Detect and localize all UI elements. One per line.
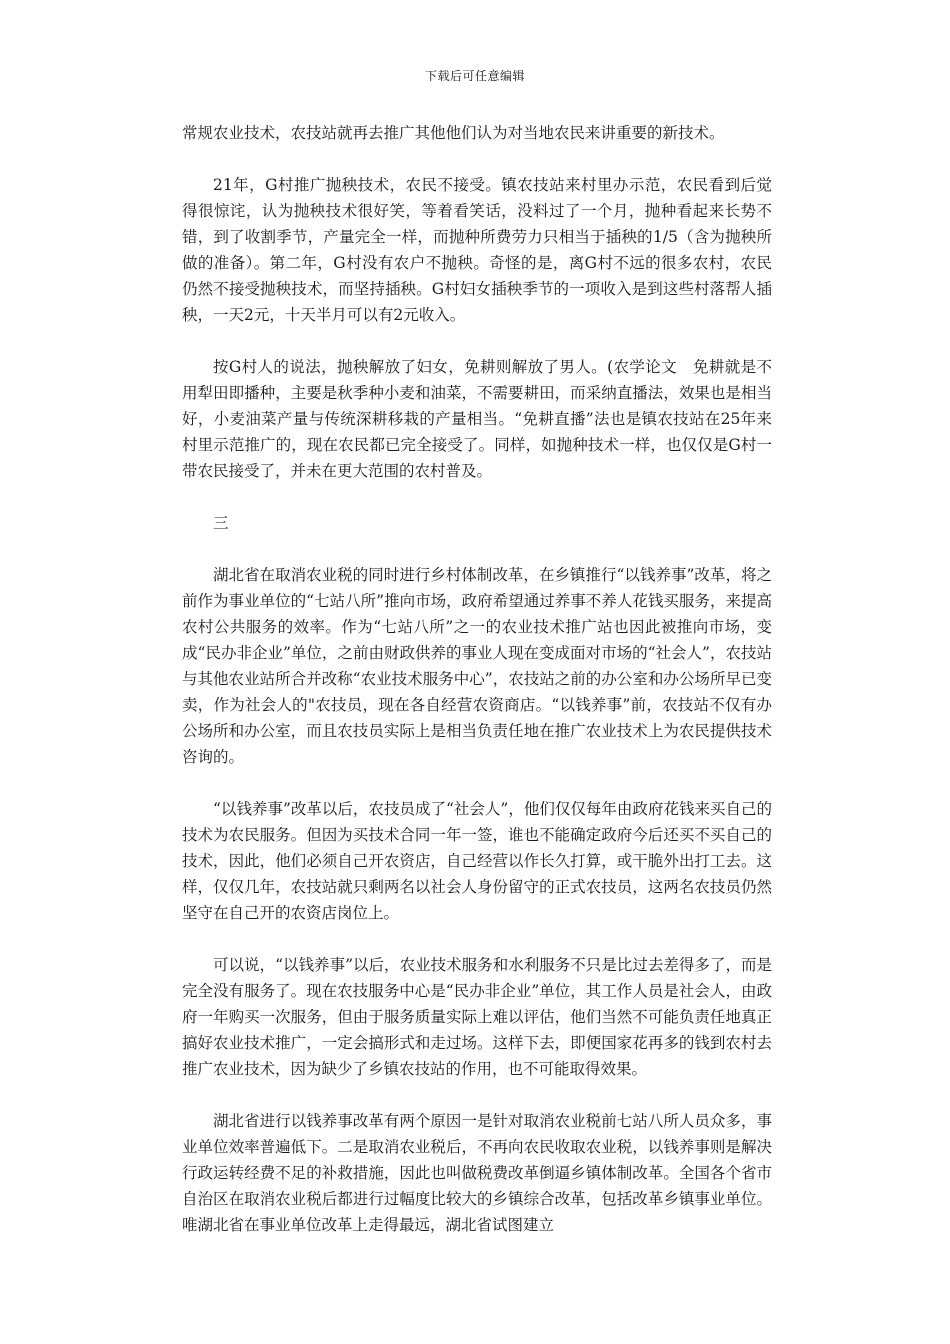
article-body	[182, 120, 772, 1264]
paragraph: 湖北省在取消农业税的同时进行乡村体制改革，在乡镇推行“以钱养事”改革，将之前作为事业单位的“七站八所”推向市场，政府希望通过养事不养人花钱买服务，来提高农村公共服务的效率。作为“七站八所”之一的农业技术推广站也因此被推向市场，变成“民办非企业”单位，之前由财政供养的事业人现在变成面对市场的“社会人”，农技站与其他农业站所合并改称“农业技术服务中心”，农技站之前的办公室和办公场所早已变卖，作为社会人的"农技员，现在各自经营农资商店。“以钱养事”前，农技站不仅有办公场所和办公室，而且农技员实际上是相当负责任地在推广农业技术上为农民提供技术咨询的。	[182, 566, 772, 766]
paragraph: 按G村人的说法，抛秧解放了妇女，免耕则解放了男人。(农学论文 免耕就是不用犁田即播种，主要是秋季种小麦和油菜，不需要耕田，而采纳直播法，效果也是相当好，小麦油菜产量与传统深耕移栽的产量相当。“免耕直播”法也是镇农技站在25年来村里示范推广的，现在农民都已完全接受了。同样，如抛种技术一样，也仅仅是G村一带农民接受了，并未在更大范围的农村普及。	[182, 358, 772, 480]
section-heading: 三	[213, 514, 229, 532]
paragraph-continuation: 常规农业技术，农技站就再去推广其他他们认为对当地农民来讲重要的新技术。	[182, 124, 725, 142]
paragraph: 可以说，“以钱养事”以后，农业技术服务和水利服务不只是比过去差得多了，而是完全没有服务了。现在农技服务中心是“民办非企业”单位，其工作人员是社会人，由政府一年购买一次服务，但由于服务质量实际上难以评估，他们当然不可能负责任地真正搞好农业技术推广，一定会搞形式和走过场。这样下去，即便国家花再多的钱到农村去推广农业技术，因为缺少了乡镇农技站的作用，也不可能取得效果。	[182, 956, 772, 1078]
page-header: 下载后可任意编辑	[424, 69, 525, 83]
paragraph: 湖北省进行以钱养事改革有两个原因一是针对取消农业税前七站八所人员众多，事业单位效率普遍低下。二是取消农业税后，不再向农民收取农业税，以钱养事则是解决行政运转经费不足的补救措施，因此也叫做税费改革倒逼乡镇体制改革。全国各个省市自治区在取消农业税后都进行过幅度比较大的乡镇综合改革，包括改革乡镇事业单位。唯湖北省在事业单位改革上走得最远，湖北省试图建立	[182, 1112, 772, 1234]
paragraph: “以钱养事”改革以后，农技员成了“社会人”，他们仅仅每年由政府花钱来买自己的技术为农民服务。但因为买技术合同一年一签，谁也不能确定政府今后还买不买自己的技术，因此，他们必须自己开农资店，自己经营以作长久打算，或干脆外出打工去。这样，仅仅几年，农技站就只剩两名以社会人身份留守的正式农技员，这两名农技员仍然坚守在自己开的农资店岗位上。	[182, 800, 772, 922]
paragraph: 21年，G村推广抛秧技术，农民不接受。镇农技站来村里办示范，农民看到后觉得很惊诧，认为抛秧技术很好笑，等着看笑话，没料过了一个月，抛种看起来长势不错，到了收割季节，产量完全一样，而抛种所费劳力只相当于插秧的1/5（含为抛秧所做的准备）。第二年，G村没有农户不抛秧。奇怪的是，离G村不远的很多农村，农民仍然不接受抛秧技术，而坚持插秧。G村妇女插秧季节的一项收入是到这些村落帮人插秧，一天2元，十天半月可以有2元收入。	[182, 176, 772, 324]
